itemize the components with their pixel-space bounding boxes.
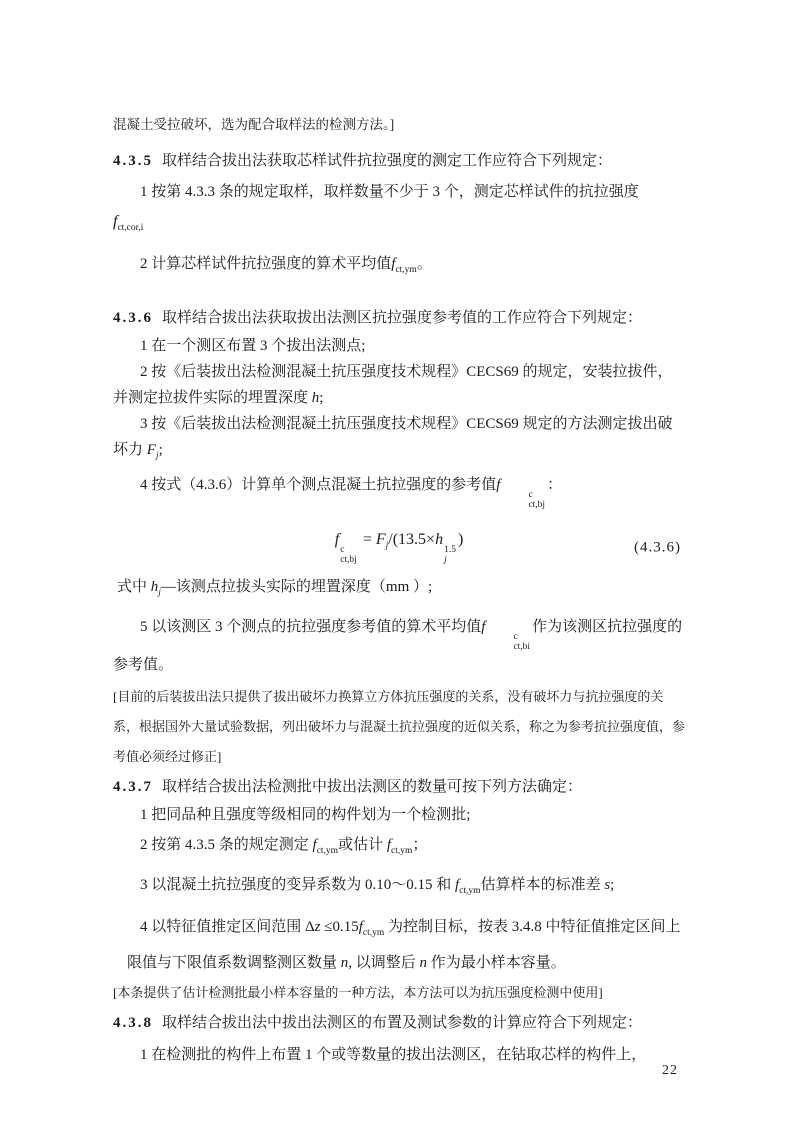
clause-4-3-6-item-3	[113, 411, 685, 469]
variable-superscript-subscript	[444, 545, 456, 565]
variable-subscript: ct,ym	[395, 265, 417, 275]
clause-text: 作为最小样本容量。	[427, 955, 566, 971]
clause-4-3-6-item-1	[113, 333, 685, 359]
clause-text: ;	[319, 390, 324, 406]
clause-text: 2 按《后装拔出法检测混凝土抗压强度技术规程》CECS69 的规定，安装拉拔件，并测定拉拔件实际的埋置深度	[113, 364, 673, 406]
variable-superscript: 1.5	[444, 545, 456, 555]
variable-subscript: ct,bj	[528, 500, 546, 510]
clause-text: ：	[547, 477, 563, 493]
clause-4-3-6-item-2	[113, 359, 685, 411]
commentary-text: [本条提供了估计检测批最小样本容量的一种方法，本方法可以为抗压强度检测中使用]	[113, 985, 603, 1000]
variable-subscript: ct,ym	[459, 886, 481, 896]
clause-4-3-7-item-3	[113, 872, 685, 904]
variable-superscript-subscript	[340, 545, 357, 565]
clause-4-3-7-item-4	[113, 912, 685, 978]
section-heading-4-3-8	[113, 1010, 685, 1036]
formula-variable: f	[312, 837, 317, 853]
clause-4-3-5-item-1	[113, 179, 685, 205]
equals-sign: =	[358, 531, 376, 548]
equation-4-3-6	[113, 530, 685, 566]
formula-variable: s	[604, 877, 611, 893]
formula-variable: n	[419, 955, 428, 971]
variable-subscript: j	[444, 555, 447, 565]
clause-text: ;	[158, 442, 163, 458]
clause-4-3-7-item-1	[113, 802, 685, 828]
variable-subscript: j	[158, 588, 161, 598]
text-column	[113, 112, 685, 1068]
where-label: 式中	[117, 579, 151, 595]
variable-subscript: j	[385, 541, 389, 552]
section-title: 取样结合拔出法中拔出法测区的布置及测试参数的计算应符合下列规定：	[162, 1015, 643, 1031]
clause-text: ;	[610, 877, 615, 893]
formula-variable: F	[375, 531, 386, 548]
clause-4-3-5-item-1-variable-line	[113, 209, 685, 239]
clause-text: 1 把同品种且强度等级相同的构件划为一个检测批;	[140, 807, 471, 823]
clause-text: 估算样本的标准差	[480, 877, 605, 893]
clause-text: 2 按第 4.3.5 条的规定测定	[140, 837, 313, 853]
equation-body	[335, 531, 464, 565]
section-title: 取样结合拔出法检测批中拔出法测区的数量可按下列方法确定：	[162, 779, 583, 795]
formula-variable: h	[435, 531, 444, 548]
variable-subscript: ct,ym	[316, 846, 339, 856]
formula-variable: f	[386, 837, 391, 853]
clause-text: 3 以混凝土抗拉强度的变异系数为 0.10～0.15 和	[140, 877, 456, 893]
variable-superscript: c	[528, 490, 533, 500]
equation-number: (4.3.6)	[634, 539, 681, 556]
section-number: 4.3.8	[113, 1015, 153, 1031]
clause-text: 4 以特征值推定区间范围 Δ	[140, 919, 315, 935]
clause-text: ≤0.15	[320, 919, 359, 935]
formula-operator: /(13.5×	[388, 531, 436, 548]
clause-text: 2 计算芯样试件抗拉强度的算术平均值	[140, 256, 392, 272]
formula-variable: F	[146, 442, 156, 458]
clause-4-3-8-item-1	[113, 1042, 685, 1068]
formula-variable: f	[496, 477, 501, 493]
clause-text: 1 在检测批的构件上布置 1 个或等数量的拔出法测区，在钻取芯样的构件上，	[140, 1047, 647, 1063]
variable-superscript: c	[340, 545, 345, 555]
clause-text: 5 以该测区 3 个测点的抗拉强度参考值的算术平均值	[140, 619, 482, 635]
commentary-tail-text: 混凝土受拉破坏，选为配合取样法的检测方法。]	[113, 117, 395, 132]
clause-4-3-6-item-5	[113, 614, 685, 678]
commentary-4-3-6	[113, 682, 685, 772]
variable-subscript: ct,ym	[391, 846, 413, 856]
clause-text: 4 按式（4.3.6）计算单个测点混凝土抗拉强度的参考值	[140, 477, 497, 493]
clause-text: 。	[416, 256, 432, 272]
variable-subscript: ct,bi	[513, 642, 531, 652]
variable-superscript-subscript	[501, 490, 545, 510]
formula-variable: z	[314, 919, 321, 935]
clause-4-3-5-item-2	[113, 251, 685, 283]
formula-variable: h	[150, 579, 159, 595]
clause-text: 1 在一个测区布置 3 个拔出法测点;	[140, 338, 366, 354]
section-title: 取样结合拔出法获取芯样试件抗拉强度的测定工作应符合下列规定：	[162, 153, 613, 169]
formula-variable: f	[455, 877, 460, 893]
formula-variable: n	[340, 955, 349, 971]
commentary-text: [目前的后装拔出法只提供了拔出破坏力换算立方体抗压强度的关系，没有破坏力与抗拉强度的关系，根据国外大量试验数据，列出破坏力与混凝土抗拉强度的近似关系，称之为参考抗拉强度值，参考值必须经过修正]	[113, 689, 686, 764]
clause-text: 为控制目标，按表 3.4.8 中特征值推定区间上限值与下限值系数调整测区数量	[127, 919, 681, 971]
page-number: 22	[662, 1063, 678, 1078]
section-heading-4-3-6	[113, 305, 685, 331]
clause-text: 1 按第 4.3.3 条的规定取样，取样数量不少于 3 个，测定芯样试件的抗拉强度	[140, 184, 639, 200]
variable-superscript: c	[513, 632, 518, 642]
variable-subscript: j	[155, 451, 159, 461]
section-heading-4-3-7	[113, 774, 685, 800]
formula-variable: f	[358, 919, 363, 935]
formula-variable: f	[391, 256, 396, 272]
where-text: —该测点拉拔头实际的埋置深度（mm ）;	[160, 579, 433, 595]
where-clause	[113, 574, 685, 606]
variable-subscript: ct,bj	[340, 555, 357, 565]
section-number: 4.3.6	[113, 310, 153, 326]
section-title: 取样结合拔出法获取拔出法测区抗拉强度参考值的工作应符合下列规定：	[162, 310, 643, 326]
commentary-4-3-7	[113, 978, 685, 1008]
formula-variable: h	[311, 390, 320, 406]
variable-superscript-subscript	[486, 632, 530, 652]
formula-close-paren: )	[457, 531, 464, 548]
section-heading-4-3-5	[113, 148, 685, 174]
clause-text: ；	[412, 837, 428, 853]
clause-text: 3 按《后装拔出法检测混凝土抗压强度技术规程》CECS69 规定的方法测定拔出破坏力	[113, 416, 673, 458]
section-number: 4.3.5	[113, 153, 153, 169]
variable-subscript: ct,ym	[362, 928, 385, 938]
clause-4-3-6-item-4	[113, 472, 685, 510]
clause-text: 或估计	[338, 837, 387, 853]
formula-variable: f	[334, 531, 340, 548]
clause-text: , 以调整后	[348, 955, 420, 971]
clause-text: 作为该测区抗拉强度的参考值。	[113, 619, 683, 673]
section-number: 4.3.7	[113, 779, 153, 795]
formula-variable: f	[113, 213, 118, 230]
variable-subscript: ct,cor,i	[117, 223, 144, 234]
commentary-tail-paragraph	[113, 112, 685, 138]
formula-variable: f	[481, 619, 486, 635]
clause-4-3-7-item-2	[113, 832, 685, 864]
